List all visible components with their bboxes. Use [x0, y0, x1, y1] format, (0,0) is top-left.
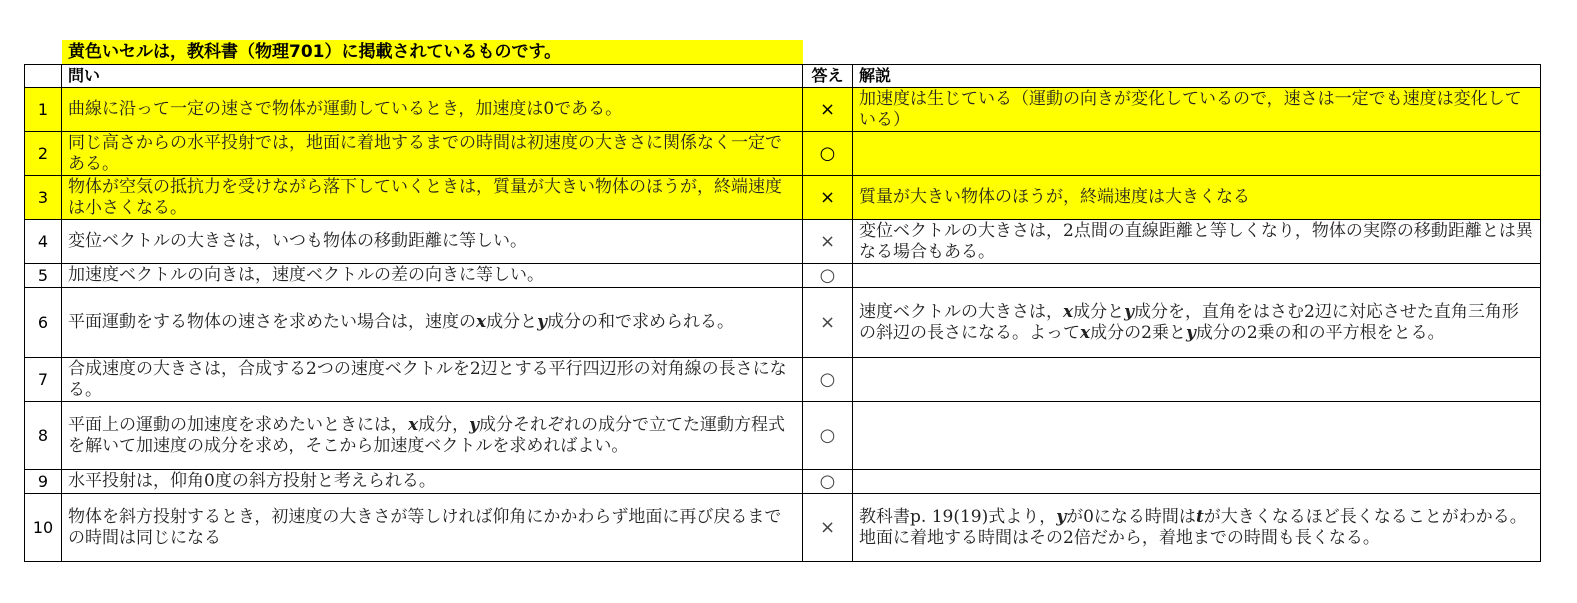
question-cell[interactable]: 合成速度の大きさは，合成する2つの速度ベクトルを2辺とする平行四辺形の対角線の長さになる。: [62, 358, 803, 402]
answer-cell[interactable]: ×: [803, 220, 853, 264]
row-number: 3: [25, 176, 62, 220]
table-row: [25, 176, 1541, 220]
question-cell[interactable]: 水平投射は，仰角0度の斜方投射と考えられる。: [62, 470, 803, 494]
explanation-cell[interactable]: [853, 264, 1541, 288]
question-cell[interactable]: 物体が空気の抵抗力を受けながら落下していくときは，質量が大きい物体のほうが，終端速度は小さくなる。: [62, 176, 803, 220]
question-cell[interactable]: 同じ高さからの水平投射では，地面に着地するまでの時間は初速度の大きさに関係なく一定である。: [62, 132, 803, 176]
row-number: 10: [25, 494, 62, 562]
table-row: [25, 402, 1541, 470]
table-row: [25, 88, 1541, 132]
explanation-cell[interactable]: [853, 132, 1541, 176]
table-row: [25, 358, 1541, 402]
header-row: [25, 65, 1541, 88]
answer-cell[interactable]: ×: [803, 494, 853, 562]
row-number: 6: [25, 288, 62, 358]
answer-cell[interactable]: ○: [803, 358, 853, 402]
textbook-note: 黄色いセルは，教科書（物理701）に掲載されているものです。: [62, 40, 803, 64]
header-answer: 答え: [803, 65, 853, 88]
explanation-cell[interactable]: 変位ベクトルの大きさは，2点間の直線距離と等しくなり，物体の実際の移動距離とは異なる場合もある。: [853, 220, 1541, 264]
question-cell[interactable]: 平面上の運動の加速度を求めたいときには，x成分，y成分それぞれの成分で立てた運動方程式を解いて加速度の成分を求め，そこから加速度ベクトルを求めればよい。: [62, 402, 803, 470]
explanation-cell[interactable]: 質量が大きい物体のほうが，終端速度は大きくなる: [853, 176, 1541, 220]
quiz-table: [24, 64, 1541, 562]
question-cell[interactable]: 加速度ベクトルの向きは，速度ベクトルの差の向きに等しい。: [62, 264, 803, 288]
header-question: 問い: [62, 65, 803, 88]
row-number: 5: [25, 264, 62, 288]
header-explanation: 解説: [853, 65, 1541, 88]
header-num: [25, 65, 62, 88]
question-cell[interactable]: 物体を斜方投射するとき，初速度の大きさが等しければ仰角にかかわらず地面に再び戻るまでの時間は同じになる: [62, 494, 803, 562]
answer-cell[interactable]: ○: [803, 132, 853, 176]
question-cell[interactable]: 平面運動をする物体の速さを求めたい場合は，速度のx成分とy成分の和で求められる。: [62, 288, 803, 358]
answer-cell[interactable]: ×: [803, 288, 853, 358]
row-number: 2: [25, 132, 62, 176]
question-cell[interactable]: 曲線に沿って一定の速さで物体が運動しているとき，加速度は0である。: [62, 88, 803, 132]
answer-cell[interactable]: ×: [803, 176, 853, 220]
table-row: [25, 132, 1541, 176]
table-row: [25, 470, 1541, 494]
explanation-cell[interactable]: 速度ベクトルの大きさは，x成分とy成分を，直角をはさむ2辺に対応させた直角三角形の斜辺の長さになる。よってx成分の2乗とy成分の2乗の和の平方根をとる。: [853, 288, 1541, 358]
row-number: 1: [25, 88, 62, 132]
table-row: [25, 494, 1541, 562]
answer-cell[interactable]: ○: [803, 470, 853, 494]
row-number: 7: [25, 358, 62, 402]
table-row: [25, 264, 1541, 288]
row-number: 9: [25, 470, 62, 494]
explanation-cell[interactable]: 加速度は生じている（運動の向きが変化しているので，速さは一定でも速度は変化している）: [853, 88, 1541, 132]
explanation-cell[interactable]: [853, 358, 1541, 402]
explanation-cell[interactable]: [853, 402, 1541, 470]
table-row: [25, 288, 1541, 358]
explanation-cell[interactable]: 教科書p. 19(19)式より，yが0になる時間はtが大きくなるほど長くなることがわかる。地面に着地する時間はその2倍だから，着地までの時間も長くなる。: [853, 494, 1541, 562]
row-number: 4: [25, 220, 62, 264]
table-row: [25, 220, 1541, 264]
row-number: 8: [25, 402, 62, 470]
answer-cell[interactable]: ○: [803, 402, 853, 470]
answer-cell[interactable]: ×: [803, 88, 853, 132]
explanation-cell[interactable]: [853, 470, 1541, 494]
answer-cell[interactable]: ○: [803, 264, 853, 288]
question-cell[interactable]: 変位ベクトルの大きさは，いつも物体の移動距離に等しい。: [62, 220, 803, 264]
